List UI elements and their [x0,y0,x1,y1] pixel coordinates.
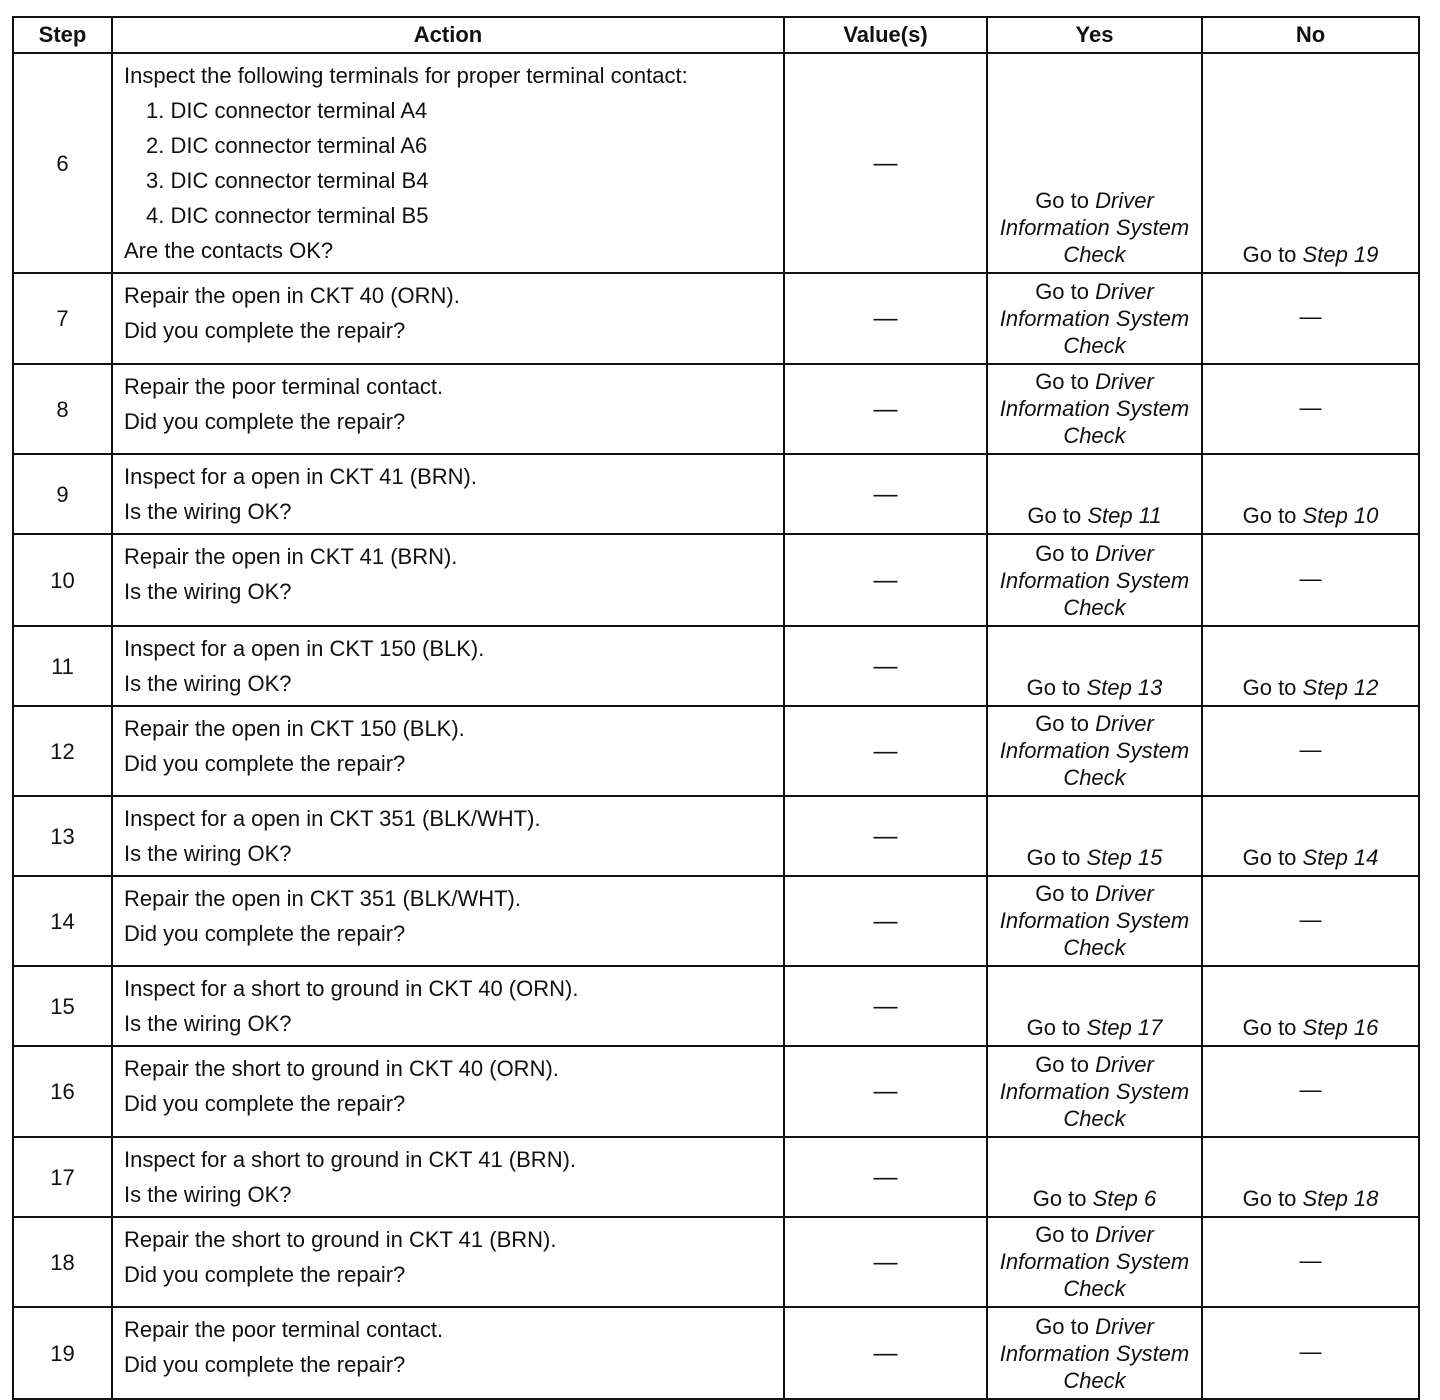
step-cell: 13 [13,796,112,876]
value-cell: — [784,364,987,454]
yes-cell [987,364,1202,454]
yes-goto-target[interactable]: Driver Information System Check [999,1052,1190,1131]
action-question: Did you complete the repair? [124,318,406,343]
no-cell [1202,966,1419,1046]
action-cell [112,966,784,1046]
list-item: 4. DIC connector terminal B5 [146,203,429,228]
table-body [13,53,1419,1399]
no-dash: — [1299,1247,1322,1273]
value-cell: — [784,534,987,626]
yes-goto-target[interactable]: Driver Information System Check [999,711,1190,790]
yes-cell [987,1307,1202,1399]
action-cell [112,796,784,876]
action-cell [112,364,784,454]
value-cell: — [784,53,987,273]
no-cell [1202,796,1419,876]
yes-goto-target[interactable]: Driver Information System Check [999,279,1190,358]
no-cell [1202,876,1419,966]
yes-cell [987,706,1202,796]
table-row [13,796,1419,876]
no-goto-target[interactable]: Step 14 [1302,845,1379,870]
no-cell [1202,706,1419,796]
action-question: Did you complete the repair? [124,1091,406,1116]
yes-goto-target[interactable]: Driver Information System Check [999,1222,1190,1301]
action-cell [112,706,784,796]
step-cell: 17 [13,1137,112,1217]
no-cell [1202,626,1419,706]
table-row [13,1217,1419,1307]
no-dash: — [1299,1077,1322,1102]
no-goto-prefix: Go to [1242,1015,1297,1040]
yes-goto-target[interactable]: Step 17 [1086,1015,1163,1040]
value-cell: — [784,706,987,796]
no-goto-prefix: Go to [1242,845,1297,870]
yes-cell [987,796,1202,876]
yes-goto-target[interactable]: Driver Information System Check [999,1314,1190,1393]
action-instruction: Inspect for a short to ground in CKT 40 (ORN). [124,976,579,1001]
action-instruction: Repair the short to ground in CKT 40 (ORN). [124,1056,559,1081]
header-step: Step [13,17,112,53]
action-cell [112,1046,784,1137]
step-cell: 10 [13,534,112,626]
table-row [13,626,1419,706]
no-dash: — [1299,565,1322,591]
no-dash: — [1299,736,1322,762]
no-cell [1202,454,1419,534]
yes-goto-prefix: Go to [1035,881,1089,906]
no-dash: — [1299,304,1322,329]
action-question: Is the wiring OK? [124,499,292,524]
yes-cell [987,626,1202,706]
value-cell: — [784,1217,987,1307]
list-item: 3. DIC connector terminal B4 [146,168,429,193]
no-cell [1202,364,1419,454]
yes-goto-prefix: Go to [1035,369,1089,394]
action-instruction: Repair the open in CKT 150 (BLK). [124,716,465,741]
action-question: Is the wiring OK? [124,1011,292,1036]
no-cell [1202,273,1419,364]
no-cell [1202,53,1419,273]
terminal-list [124,93,773,233]
yes-cell [987,53,1202,273]
no-dash: — [1299,906,1322,932]
step-cell: 9 [13,454,112,534]
no-cell [1202,1307,1419,1399]
yes-goto-target[interactable]: Step 15 [1086,845,1163,870]
action-instruction: Repair the open in CKT 40 (ORN). [124,283,460,308]
action-instruction: Repair the short to ground in CKT 41 (BRN). [124,1227,557,1252]
step-cell: 16 [13,1046,112,1137]
list-item: 2. DIC connector terminal A6 [146,133,428,158]
header-row [13,17,1419,53]
yes-cell [987,534,1202,626]
no-goto-prefix: Go to [1242,675,1297,700]
yes-cell [987,273,1202,364]
action-cell [112,454,784,534]
action-cell [112,534,784,626]
table-row [13,966,1419,1046]
table-row [13,706,1419,796]
step-cell: 18 [13,1217,112,1307]
value-cell: — [784,876,987,966]
yes-goto-target[interactable]: Driver Information System Check [999,369,1190,448]
header-no: No [1202,17,1419,53]
action-cell [112,876,784,966]
no-cell [1202,534,1419,626]
yes-goto-prefix: Go to [1027,503,1082,528]
action-question: Is the wiring OK? [124,1182,292,1207]
value-cell: — [784,273,987,364]
table-row [13,273,1419,364]
action-instruction: Inspect for a open in CKT 41 (BRN). [124,464,477,489]
action-intro: Inspect the following terminals for proper terminal contact: [124,63,688,88]
yes-cell [987,1217,1202,1307]
no-dash: — [1299,394,1322,420]
action-instruction: Repair the poor terminal contact. [124,374,444,399]
action-instruction: Inspect for a short to ground in CKT 41 (BRN). [124,1147,577,1172]
step-cell: 15 [13,966,112,1046]
step-cell: 19 [13,1307,112,1399]
yes-goto-prefix: Go to [1035,1052,1089,1077]
no-cell [1202,1046,1419,1137]
step-cell: 12 [13,706,112,796]
no-goto-target[interactable]: Step 10 [1302,503,1379,528]
header-action: Action [112,17,784,53]
action-question: Did you complete the repair? [124,1262,406,1287]
no-goto-target[interactable]: Step 16 [1302,1015,1379,1040]
yes-cell [987,1137,1202,1217]
action-instruction: Inspect for a open in CKT 150 (BLK). [124,636,485,661]
no-goto-target[interactable]: Step 19 [1302,242,1379,267]
diagnostic-table [12,16,1420,1400]
yes-cell [987,876,1202,966]
yes-goto-prefix: Go to [1035,541,1089,566]
action-cell [112,273,784,364]
action-question: Is the wiring OK? [124,671,292,696]
step-cell: 7 [13,273,112,364]
yes-goto-prefix: Go to [1026,1015,1081,1040]
no-goto-prefix: Go to [1242,503,1297,528]
yes-goto-prefix: Go to [1035,1222,1089,1247]
header-value: Value(s) [784,17,987,53]
yes-goto-prefix: Go to [1035,1314,1089,1339]
no-goto-target[interactable]: Step 12 [1302,675,1379,700]
value-cell: — [784,1046,987,1137]
value-cell: — [784,626,987,706]
yes-cell [987,454,1202,534]
yes-goto-target[interactable]: Driver Information System Check [999,881,1190,960]
no-goto-prefix: Go to [1242,242,1297,267]
header-yes: Yes [987,17,1202,53]
yes-goto-prefix: Go to [1035,188,1089,213]
yes-goto-target[interactable]: Step 13 [1086,675,1163,700]
action-instruction: Repair the open in CKT 351 (BLK/WHT). [124,886,521,911]
no-goto-prefix: Go to [1242,1186,1297,1211]
yes-goto-target[interactable]: Driver Information System Check [999,188,1190,267]
table-row [13,53,1419,273]
value-cell: — [784,796,987,876]
yes-cell [987,1046,1202,1137]
table-row [13,1137,1419,1217]
action-question: Are the contacts OK? [124,238,334,263]
action-instruction: Repair the poor terminal contact. [124,1317,444,1342]
list-item: 1. DIC connector terminal A4 [146,98,428,123]
action-cell [112,1137,784,1217]
action-cell [112,1217,784,1307]
action-cell [112,53,784,273]
table-row [13,454,1419,534]
action-question: Did you complete the repair? [124,1352,406,1377]
step-cell: 6 [13,53,112,273]
yes-goto-prefix: Go to [1035,279,1089,304]
action-question: Is the wiring OK? [124,579,292,604]
action-question: Is the wiring OK? [124,841,292,866]
value-cell: — [784,1307,987,1399]
value-cell: — [784,966,987,1046]
no-cell [1202,1217,1419,1307]
yes-goto-target[interactable]: Driver Information System Check [999,541,1190,620]
value-cell: — [784,454,987,534]
table-row [13,534,1419,626]
yes-goto-prefix: Go to [1026,675,1081,700]
no-dash: — [1299,1338,1322,1364]
yes-goto-prefix: Go to [1026,845,1081,870]
yes-goto-target[interactable]: Step 11 [1087,503,1162,528]
table-row [13,1046,1419,1137]
yes-goto-prefix: Go to [1032,1186,1087,1211]
yes-goto-target[interactable]: Step 6 [1092,1186,1157,1211]
table-row [13,876,1419,966]
table-row [13,1307,1419,1399]
no-goto-target[interactable]: Step 18 [1302,1186,1379,1211]
step-cell: 11 [13,626,112,706]
action-cell [112,1307,784,1399]
action-instruction: Inspect for a open in CKT 351 (BLK/WHT). [124,806,541,831]
action-question: Did you complete the repair? [124,751,406,776]
value-cell: — [784,1137,987,1217]
table-row [13,364,1419,454]
diagnostic-table-container [12,16,1418,1400]
action-question: Did you complete the repair? [124,409,406,434]
action-instruction: Repair the open in CKT 41 (BRN). [124,544,458,569]
action-cell [112,626,784,706]
no-cell [1202,1137,1419,1217]
yes-cell [987,966,1202,1046]
yes-goto-prefix: Go to [1035,711,1089,736]
step-cell: 14 [13,876,112,966]
action-question: Did you complete the repair? [124,921,406,946]
step-cell: 8 [13,364,112,454]
